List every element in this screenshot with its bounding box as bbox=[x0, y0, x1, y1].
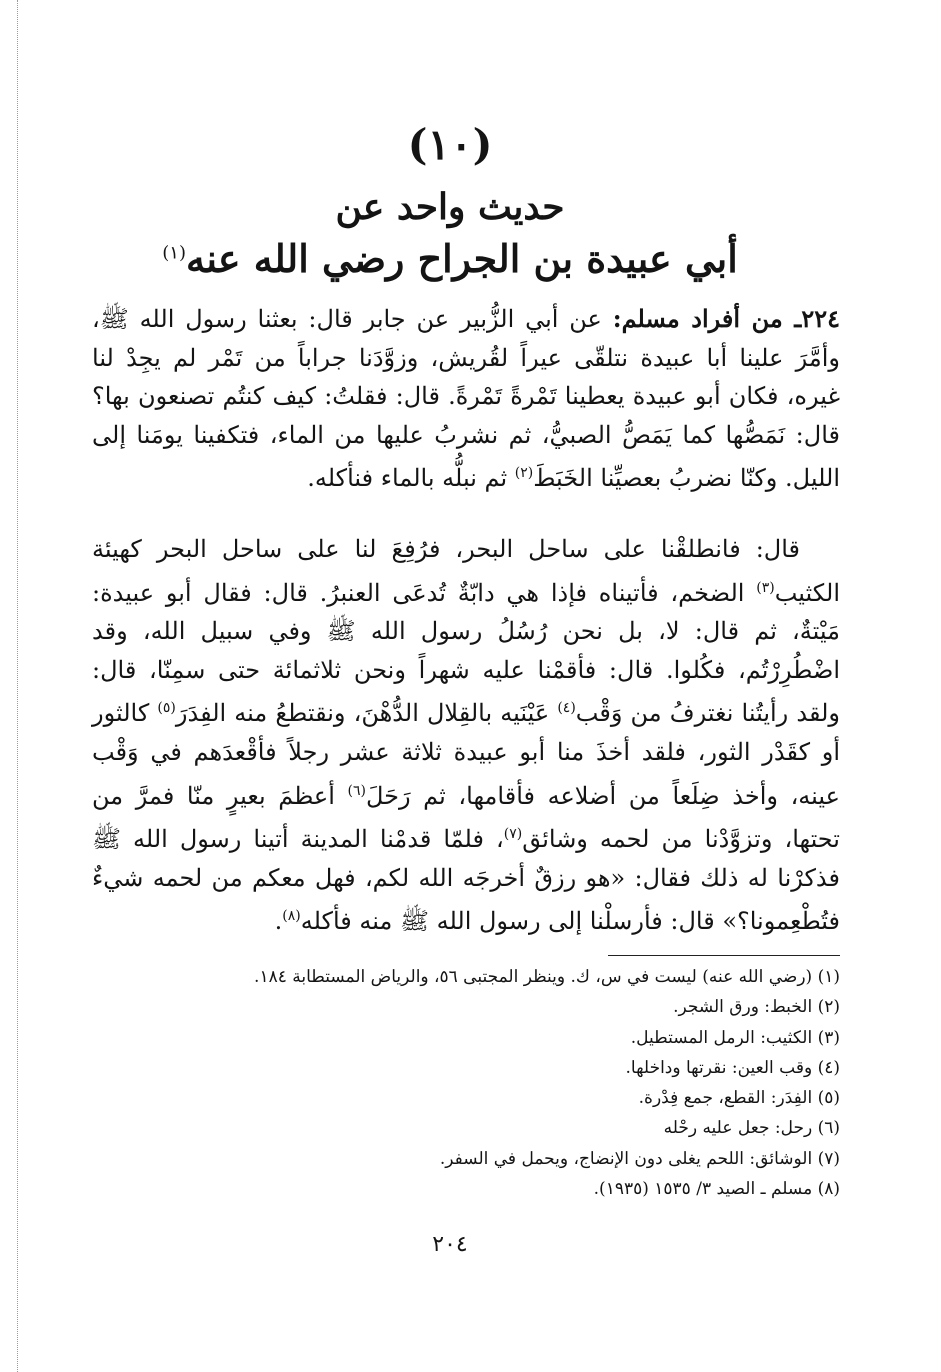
chapter-title-text: أبي عبيدة بن الجراح رضي الله عنه bbox=[185, 236, 738, 281]
chapter-title-line-1: حديث واحد عن bbox=[335, 186, 565, 228]
footnote-8: (٨) مسلم ـ الصيد ٣/ ١٥٣٥ (١٩٣٥). bbox=[593, 1179, 840, 1200]
hadith-text-2e: أعظمَ بعيرٍ منّا فمرَّ من تحتها، وتزوَّدْنا من لحمه وشائق bbox=[92, 781, 840, 854]
footnote-4: (٤) وقب العين: نقرتها وداخلها. bbox=[625, 1057, 840, 1078]
chapter-number: (١٠) bbox=[407, 120, 493, 169]
hadith-source-label: ـ من أفراد مسلم: bbox=[612, 304, 802, 333]
footnote-ref-1: (١) bbox=[162, 242, 186, 264]
hadith-text-2-end: . bbox=[274, 907, 283, 936]
footnote-5: (٥) الفِدَر: القطع، جمع فِدْرة. bbox=[638, 1088, 840, 1109]
hadith-text-2a: قال: فانطلقْنا على ساحل البحر، فرُفِعَ لنا على ساحل البحر كهيئة الكثيب bbox=[92, 535, 840, 607]
footnote-ref-4: (٤) bbox=[557, 700, 576, 717]
footnote-ref-6: (٦) bbox=[347, 782, 366, 799]
chapter-title-line-2 bbox=[0, 236, 900, 281]
hadith-text-2f: ، فلمّا قدمْنا المدينة أتينا رسول الله ﷺ فذكرْنا له ذلك فقال: «هو رزقٌ أخرجَه الله لكم، فهل معكم من لحمه شيءٌ فتُطْعِمونا؟» قال: فأرسلْنا إلى رسول الله ﷺ منه فأكله bbox=[92, 825, 840, 936]
hadith-paragraph-1 bbox=[92, 300, 840, 498]
footnotes-list bbox=[92, 962, 840, 1204]
hadith-text-1: عن أبي الزُّبير عن جابر قال: بعثنا رسول الله ﷺ، وأمَّرَ علينا أبا عبيدة نتلقّى عيراً لقُريش، وزوَّدَنا جراباً من تَمْر لم يجِدْ لنا غيره، فكان أبو عبيدة يعطينا تَمْرةً تَمْرةً. قال: فقلتُ: كيف كنتُم تصنعون بها؟ قال: نَمَصُّها كما يَمَصُّ الصبيُّ، ثم نشربُ عليها من الماء، فتكفينا يومَنا إلى الليل. وكنّا نضربُ بعصيِّنا الخَبَطَ bbox=[92, 305, 840, 493]
footnote-7: (٧) الوشائق: اللحم يغلى دون الإنضاج، ويحمل في السفر. bbox=[439, 1148, 840, 1169]
footnote-ref-3: (٣) bbox=[756, 579, 775, 596]
page-number: ٢٠٤ bbox=[432, 1232, 468, 1257]
hadith-text-2b: الضخم، فأتيناه فإذا هي دابّةٌ تُدعَى العنبرُ. قال: فقال أبو عبيدة: مَيْتةٌ، ثم قال: لا، بل نحن رُسُلُ رسول الله ﷺ وفي سبيل الله، وقد اضْطُرِرْتُم، فكُلوا. قال: فأقمْنا عليه شهراً ونحن ثلاثمائة حتى سمِنّا، قال: ولقد رأيتُنا نغترفُ من وَقْب bbox=[92, 578, 841, 728]
footnote-1: (١) (رضي الله عنه) ليست في س، ك. وينظر المجتبى ٥٦، والرياض المستطابة ١٨٤. bbox=[254, 967, 840, 987]
hadith-text-1-end: ثم نبلُّه بالماء فنأكله. bbox=[307, 464, 515, 493]
hadith-paragraph-2 bbox=[92, 530, 840, 941]
hadith-number: ٢٢٤ bbox=[801, 304, 840, 333]
footnote-ref-8: (٨) bbox=[282, 908, 301, 925]
footnote-separator bbox=[608, 955, 840, 956]
hadith-text-2c: عَيْنَيه بالقِلال الدُّهْنَ، ونقتطعُ منه الفِدَرَ bbox=[175, 699, 558, 728]
footnote-3: (٣) الكثيب: الرمل المستطيل. bbox=[630, 1027, 840, 1048]
hadith-text-2d: كالثور أو كقَدْر الثور، فلقد أخذَ منا أبو عبيدة ثلاثة عشر رجلاً فأقْعدَهم في وَقْب عينه، وأخذ ضِلَعاً من أضلاعه فأقامها، ثم رَحَلَ bbox=[92, 699, 841, 810]
footnote-2: (٢) الخبط: ورق الشجر. bbox=[673, 997, 840, 1018]
footnote-ref-7: (٧) bbox=[503, 826, 523, 843]
footnote-ref-5: (٥) bbox=[157, 700, 176, 717]
footnote-ref-2: (٢) bbox=[514, 465, 534, 482]
footnote-6: (٦) رحل: جعل عليه رحْله bbox=[663, 1118, 840, 1139]
